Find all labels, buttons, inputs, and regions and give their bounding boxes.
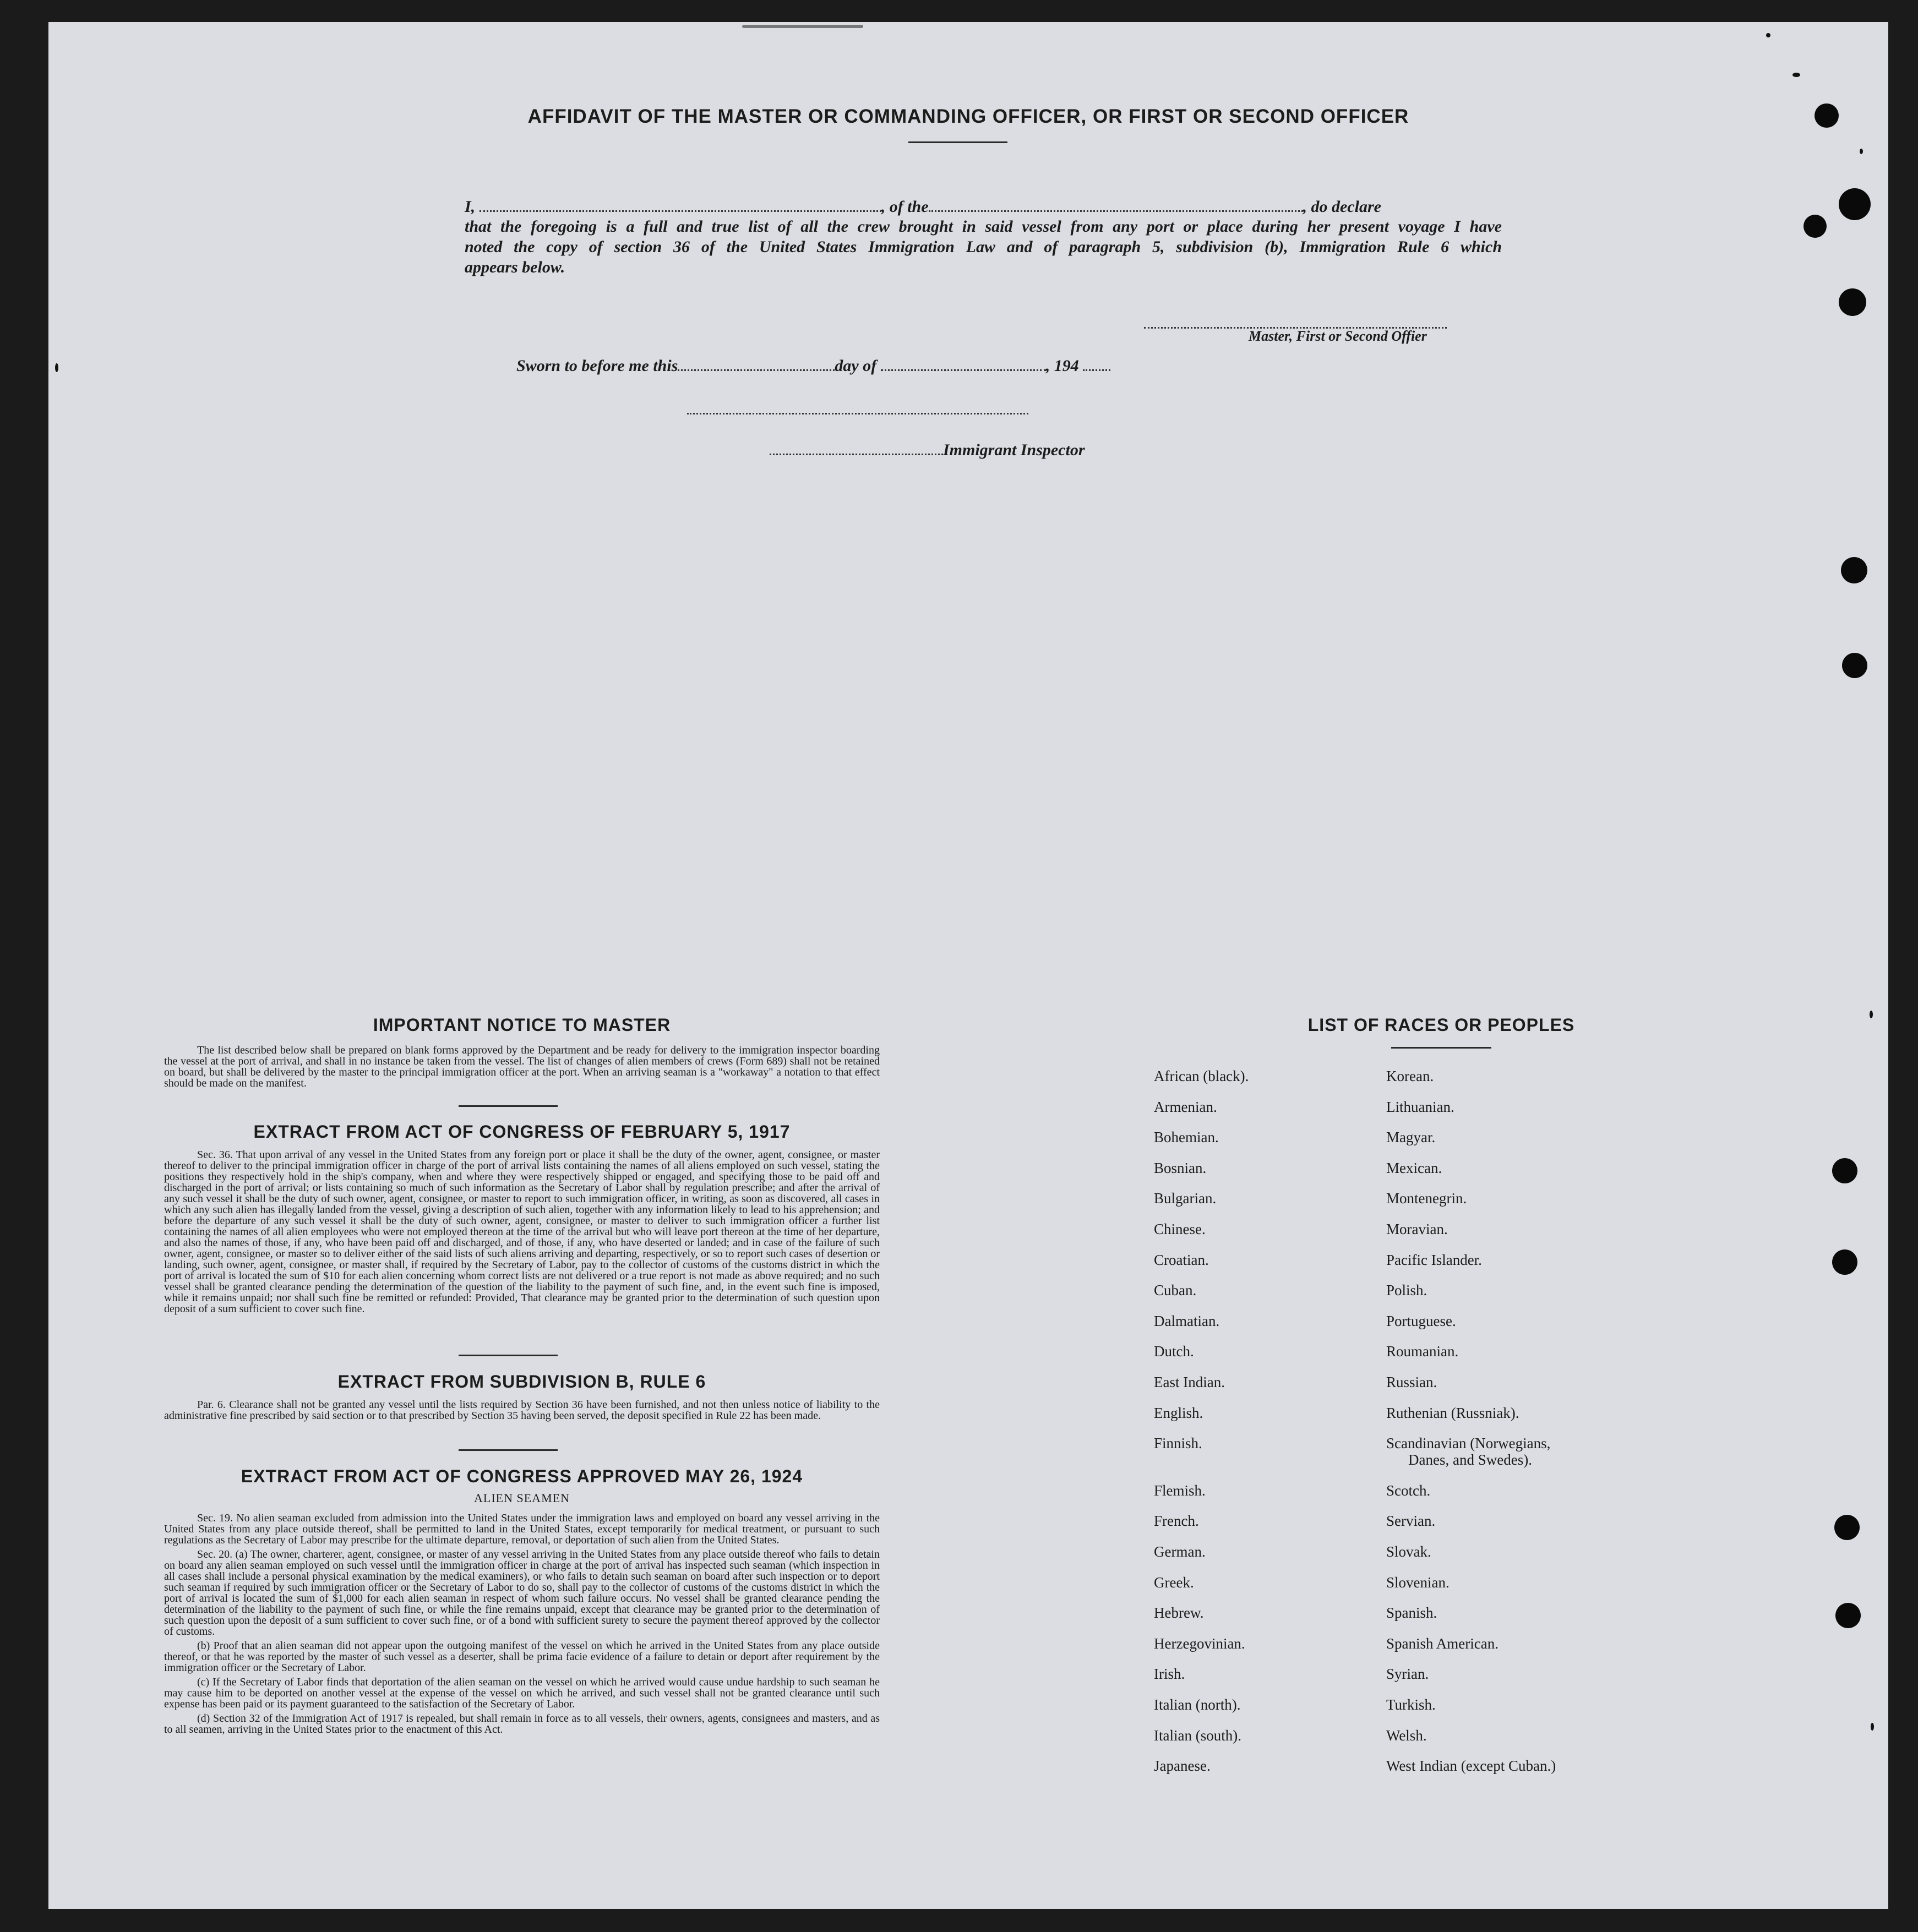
name-blank[interactable] <box>480 197 881 212</box>
race-item: Greek. <box>1154 1574 1194 1591</box>
binder-hole <box>1839 288 1866 316</box>
alien-seamen-subtitle: ALIEN SEAMEN <box>474 1491 570 1505</box>
race-item: Danes, and Swedes). <box>1408 1451 1532 1469</box>
affidavit-line1-start: I, <box>465 198 476 216</box>
notice-text <box>164 1045 880 1089</box>
binder-hole <box>1815 103 1839 128</box>
race-item: Italian (south). <box>1154 1727 1241 1744</box>
sworn-line <box>516 356 1110 375</box>
section-divider <box>459 1355 558 1356</box>
section-36-paragraph: Sec. 36. That upon arrival of any vessel in the United States from any foreign port or place it shall be the duty of the owner, agent, consignee, or master thereof to deliver to the principal immigration officer in charge of the port of arrival lists containing the names of all aliens employed on such vessel, stating the positions they respectively hold in the ship's company, when and where they were respectively shipped or engaged, and specifying those to be paid off and discharged in the port of arrival; or lists containing so much of such information as the Secretary of Labor shall by regulation prescribe; and after the arrival of any such vessel it shall be the duty of such owner, agent, consignee, or master to report to such immigration officer, in writing, as soon as discovered, all cases in which any such alien has illegally landed from the vessel, giving a description of such alien, together with any information likely to lead to his apprehension; and before the departure of any such vessel it shall be the duty of such owner, agent, consignee, or master to deliver to such immigration officer a further list containing the names of all alien employees who were not employed thereon at the time of the arrival but who will leave port thereon at the time of her departure, and also the names of those, if any, who have been paid off and discharged, and of those, if any, who have deserted or landed; and in case of the failure of such owner, agent, consignee, or master so to deliver either of the said lists of such aliens arriving and departing, respectively, or so to report such cases of desertion or landing, such owner, agent, consignee, or master shall, if required by the Secretary of Labor, pay to the collector of customs of the customs district in which the port of arrival is located the sum of $10 for each alien concerning whom correct lists are not delivered or a true report is not made as above required; and no such vessel shall be granted clearance pending the determination of the question of the liability to the payment of such fine, and, in the event such fine is imposed, while it remains unpaid; nor shall such fine be remitted or refunded: Provided, That clearance may be granted prior to the determination of such question upon deposit of a sum sufficient to cover such fine. <box>164 1149 880 1315</box>
race-item: West Indian (except Cuban.) <box>1386 1758 1556 1775</box>
scan-speck <box>1860 149 1863 154</box>
race-item: Polish. <box>1386 1282 1427 1299</box>
binder-hole <box>1834 1515 1860 1540</box>
race-item: Montenegrin. <box>1386 1190 1467 1207</box>
race-item: Croatian. <box>1154 1251 1209 1268</box>
sworn-year-blank[interactable] <box>1083 356 1110 371</box>
race-item: Ruthenian (Russniak). <box>1386 1404 1519 1421</box>
sworn-mid: day of <box>835 357 877 375</box>
race-item: German. <box>1154 1543 1206 1560</box>
race-item: Spanish. <box>1386 1604 1437 1622</box>
race-item: Spanish American. <box>1386 1635 1499 1652</box>
vessel-blank[interactable] <box>929 197 1303 212</box>
race-item: Mexican. <box>1386 1159 1442 1176</box>
scan-speck <box>1766 33 1770 37</box>
race-item: English. <box>1154 1404 1203 1421</box>
race-item: Herzegovinian. <box>1154 1635 1245 1652</box>
extract-rule6-title: EXTRACT FROM SUBDIVISION B, RULE 6 <box>337 1372 706 1391</box>
section-divider <box>459 1449 558 1451</box>
race-item: Roumanian. <box>1386 1343 1459 1360</box>
scan-speck <box>742 25 863 28</box>
sworn-end: , 194 <box>1045 357 1079 375</box>
inspector-signature-blank[interactable] <box>770 440 943 455</box>
race-item: Syrian. <box>1386 1666 1429 1683</box>
sworn-day-blank[interactable] <box>678 356 835 371</box>
scan-speck <box>1871 1723 1874 1731</box>
race-item: Japanese. <box>1154 1758 1211 1775</box>
race-item: Hebrew. <box>1154 1604 1204 1622</box>
extract-1917-title: EXTRACT FROM ACT OF CONGRESS OF FEBRUARY 5, 1917 <box>253 1122 791 1142</box>
race-item: Flemish. <box>1154 1482 1206 1499</box>
extract-1924-title: EXTRACT FROM ACT OF CONGRESS APPROVED MAY 26, 1924 <box>241 1466 803 1486</box>
race-item: Pacific Islander. <box>1386 1251 1482 1268</box>
race-item: Bosnian. <box>1154 1159 1207 1176</box>
race-item: Chinese. <box>1154 1221 1206 1237</box>
race-item: Dalmatian. <box>1154 1312 1220 1329</box>
extract-1924-text <box>164 1513 880 1735</box>
binder-hole <box>1832 1158 1857 1183</box>
race-item: Finnish. <box>1154 1435 1202 1452</box>
affidavit-line-1 <box>465 197 1502 216</box>
binder-hole <box>1803 215 1827 238</box>
sec-20d-paragraph: (d) Section 32 of the Immigration Act of 1917 is repealed, but shall remain in force as to all vessels, their owners, agents, consignees and masters, and as to all seamen, arriving in the United States prior to the enactment of this Act. <box>164 1712 880 1735</box>
title-divider <box>908 141 1007 143</box>
race-item: Scotch. <box>1386 1482 1431 1499</box>
race-item: Bulgarian. <box>1154 1190 1217 1207</box>
race-item: Korean. <box>1386 1068 1434 1084</box>
scan-speck <box>1792 73 1800 77</box>
sworn-month-blank[interactable] <box>881 356 1046 371</box>
affidavit-line-2: that the foregoing is a full and true list of all the crew brought in said vessel from any port or place during her present voyage I have <box>465 217 1502 236</box>
race-item: Moravian. <box>1386 1221 1448 1237</box>
affidavit-line-4: appears below. <box>465 258 565 276</box>
extract-rule6-text <box>164 1399 880 1421</box>
sec-20c-paragraph: (c) If the Secretary of Labor finds that deportation of the alien seaman on the vessel on which he arrived would cause undue hardship to such seaman he may cause him to be deported on another vessel at the expense of the vessel on which he arrived, and such vessel shall not be granted clearance until such expense has been paid or its payment guaranteed to the satisfaction of the Secretary of Labor. <box>164 1676 880 1710</box>
race-item: Dutch. <box>1154 1343 1194 1360</box>
races-divider <box>1391 1047 1491 1049</box>
par-6-paragraph: Par. 6. Clearance shall not be granted any vessel until the lists required by Section 36 have been furnished, and not then unless notice of liability to the administrative fine prescribed by said section or to that prescribed by Section 35 having been served, the deposit specified in Rule 22 has been made. <box>164 1399 880 1422</box>
race-item: Scandinavian (Norwegians, <box>1386 1435 1551 1452</box>
race-item: Russian. <box>1386 1374 1437 1390</box>
race-item: Portuguese. <box>1386 1312 1456 1329</box>
binder-hole <box>1835 1603 1861 1628</box>
race-item: Servian. <box>1386 1513 1436 1530</box>
master-signature-blank[interactable] <box>1144 316 1447 329</box>
race-item: Lithuanian. <box>1386 1098 1454 1115</box>
inspector-label: Immigrant Inspector <box>943 441 1085 459</box>
race-item: Slovenian. <box>1386 1574 1450 1591</box>
binder-hole <box>1842 653 1867 678</box>
binder-hole <box>1832 1249 1857 1275</box>
document-sheet <box>48 22 1888 1909</box>
sec-20b-paragraph: (b) Proof that an alien seaman did not appear upon the outgoing manifest of the vessel on which he arrived in the United States from any place outside thereof, or that he was reported by the master of such vessel as a deserter, shall be prima facie evidence of a failure to detain or deport after requirement by the immigration officer or the Secretary of Labor. <box>164 1640 880 1674</box>
sec-20a-paragraph: Sec. 20. (a) The owner, charterer, agent, consignee, or master of any vessel arriving in the United States from any place outside thereof who fails to detain on board any alien seaman employed on such vessel until the immigration officer in charge at the port of arrival has inspected such seaman (which inspection in all cases shall include a personal physical examination by the medical examiners), or who fails to detain such seaman on board after such inspection or to deport such seaman if required by such immigration officer or the Secretary of Labor to do so, shall pay to the collector of customs of the customs district in which the port of arrival is located the sum of $1,000 for each alien seaman in respect of whom such failure occurs. No vessel shall be granted clearance pending the determination of the liability to the payment of such fine, or while the fine remains unpaid, except that clearance may be granted prior to the determination of such question upon the deposit of a sum sufficient to cover such fine, or of a bond with sufficient surety to secure the payment thereof approved by the collector of customs. <box>164 1548 880 1638</box>
extract-1917-text <box>164 1149 880 1314</box>
races-title: LIST OF RACES OR PEOPLES <box>1307 1015 1575 1035</box>
race-item: Welsh. <box>1386 1727 1427 1744</box>
race-item: Slovak. <box>1386 1543 1431 1560</box>
sworn-start: Sworn to before me this <box>516 357 678 375</box>
race-item: Italian (north). <box>1154 1696 1241 1713</box>
race-item: East Indian. <box>1154 1374 1225 1390</box>
inspector-line <box>770 440 1085 460</box>
race-item: French. <box>1154 1513 1199 1530</box>
race-item: Bohemian. <box>1154 1129 1219 1146</box>
affidavit-title: AFFIDAVIT OF THE MASTER OR COMMANDING OFFICER, OR FIRST OR SECOND OFFICER <box>527 106 1409 127</box>
binder-hole <box>1841 557 1867 583</box>
section-divider <box>459 1105 558 1107</box>
notice-title: IMPORTANT NOTICE TO MASTER <box>373 1015 671 1035</box>
binder-hole <box>1839 188 1871 220</box>
scan-speck <box>1870 1011 1873 1018</box>
race-item: African (black). <box>1154 1068 1249 1084</box>
witness-signature-blank[interactable] <box>687 402 1028 414</box>
race-item: Cuban. <box>1154 1282 1197 1299</box>
race-item: Turkish. <box>1386 1696 1436 1713</box>
affidavit-line1-end: , do declare <box>1303 198 1381 216</box>
race-item: Magyar. <box>1386 1129 1436 1146</box>
master-signature-label: Master, First or Second Offier <box>1249 328 1427 344</box>
sec-19-paragraph: Sec. 19. No alien seaman excluded from admission into the United States under the immigration laws and employed on board any vessel arriving in the United States from any place outside thereof, shall be permitted to land in the United States, except temporarily for medical treatment, or pursuant to such regulations as the Secretary of Labor may prescribe for the ultimate departure, removal, or deportation of such alien from the United States. <box>164 1512 880 1546</box>
notice-paragraph: The list described below shall be prepared on blank forms approved by the Department and be ready for delivery to the immigration inspector boarding the vessel at the port of arrival, and shall in no instance be taken from the vessel. The list of changes of alien members of crews (Form 689) shall not be retained on board, but shall be delivered by the master to the principal immigration officer at the port. When an arriving seaman is a "workaway" a notation to that effect should be made on the manifest. <box>164 1044 880 1089</box>
race-item: Irish. <box>1154 1666 1185 1683</box>
race-item: Armenian. <box>1154 1098 1217 1115</box>
affidavit-line1-mid: , of the <box>881 198 929 216</box>
affidavit-line-3: noted the copy of section 36 of the United States Immigration Law and of paragraph 5, subdivision (b), Immigration Rule 6 which <box>465 238 1502 256</box>
scan-speck <box>55 363 58 372</box>
